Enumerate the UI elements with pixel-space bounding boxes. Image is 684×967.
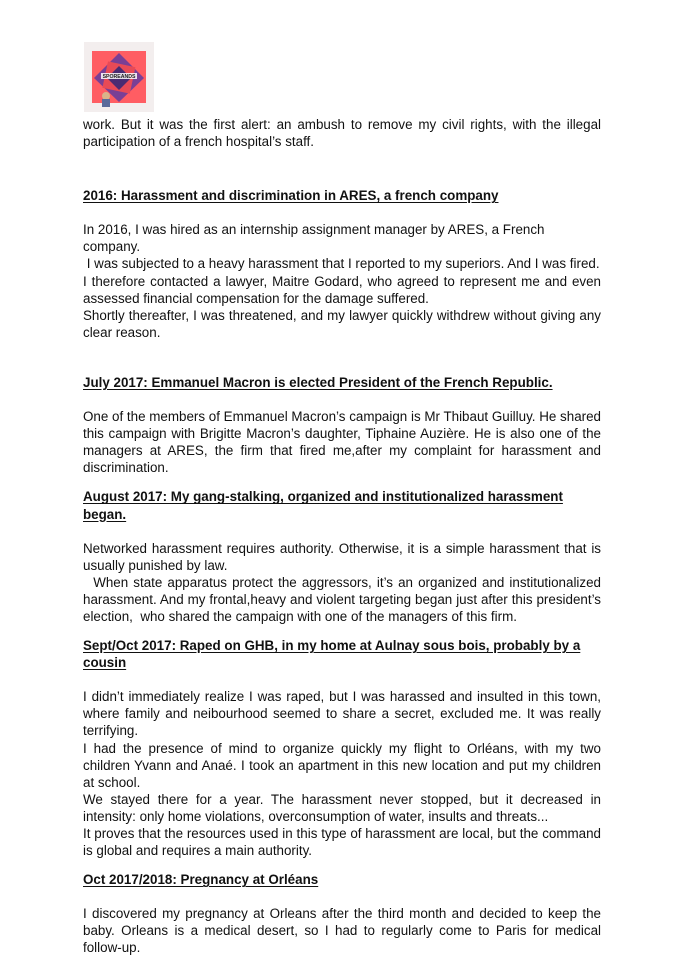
intro-paragraph: work. But it was the first alert: an ambush to remove my civil rights, with the illegal participation of a french hospital’s staff. — [83, 117, 601, 150]
paragraph-macron-campaign: One of the members of Emmanuel Macron’s campaign is Mr Thibaut Guilluy. He shared this campaign with Brigitte Macron’s daughter, Tiphaine Auzière. He is also one of the managers at ARES, the firm that fired me,after my complaint for harassment and discrimination. — [83, 409, 601, 476]
paragraph-stayed-year: We stayed there for a year. The harassment never stopped, but it decreased in intensity: only home violations, overconsumption of water, insults and threats... — [83, 791, 601, 824]
heading-july-2017: July 2017: Emmanuel Macron is elected President of the French Republic. — [83, 374, 553, 390]
paragraph-state-apparatus: When state apparatus protect the aggressors, it’s an organized and institutionalized harassment. And my frontal,heavy and violent targeting began just after this president’s election, who shared the campaign with one of the managers of this firm. — [83, 574, 605, 624]
paragraph-pregnancy: I discovered my pregnancy at Orleans after the third month and decided to keep the baby. Orleans is a medical desert, so I had to regularly come to Paris for medical follow-up. — [83, 906, 601, 956]
paragraph-2016-harassed: I was subjected to a heavy harassment that I reported to my superiors. And I was fired. — [83, 256, 600, 272]
logo-text: SPOREANDS — [102, 74, 136, 80]
heading-sept-oct-2017: Sept/Oct 2017: Raped on GHB, in my home at Aulnay sous bois, probably by a cousin — [83, 638, 581, 671]
paragraph-2016-threatened: Shortly thereafter, I was threatened, and my lawyer quickly withdrew without giving any clear reason. — [83, 307, 601, 340]
paragraph-networked-harassment: Networked harassment requires authority. Otherwise, it is a simple harassment that is usually punished by law. — [83, 540, 601, 573]
paragraph-resources-local: It proves that the resources used in this type of harassment are local, but the command is global and requires a main authority. — [83, 826, 601, 859]
paragraph-orleans-flight: I had the presence of mind to organize quickly my flight to Orléans, with my two children Yvann and Anaé. I took an apartment in this new location and put my children at school. — [83, 740, 601, 790]
logo-image — [84, 42, 154, 112]
paragraph-2016-hired: In 2016, I was hired as an internship assignment manager by ARES, a French company. — [83, 222, 545, 255]
heading-august-2017: August 2017: My gang-stalking, organized and institutionalized harassment began. — [83, 489, 563, 522]
logo-graphic — [84, 42, 154, 112]
heading-oct-2017-2018: Oct 2017/2018: Pregnancy at Orléans — [83, 872, 319, 888]
document-body — [83, 116, 605, 957]
paragraph-aulnay: I didn’t immediately realize I was raped, but I was harassed and insulted in this town, where family and neibourhood seemed to share a secret, excluded me. It was really terrifying. — [83, 689, 601, 739]
paragraph-2016-lawyer: I therefore contacted a lawyer, Maitre Godard, who agreed to represent me and even assessed financial compensation for the damage suffered. — [83, 273, 601, 306]
heading-2016: 2016: Harassment and discrimination in ARES, a french company — [83, 188, 499, 204]
